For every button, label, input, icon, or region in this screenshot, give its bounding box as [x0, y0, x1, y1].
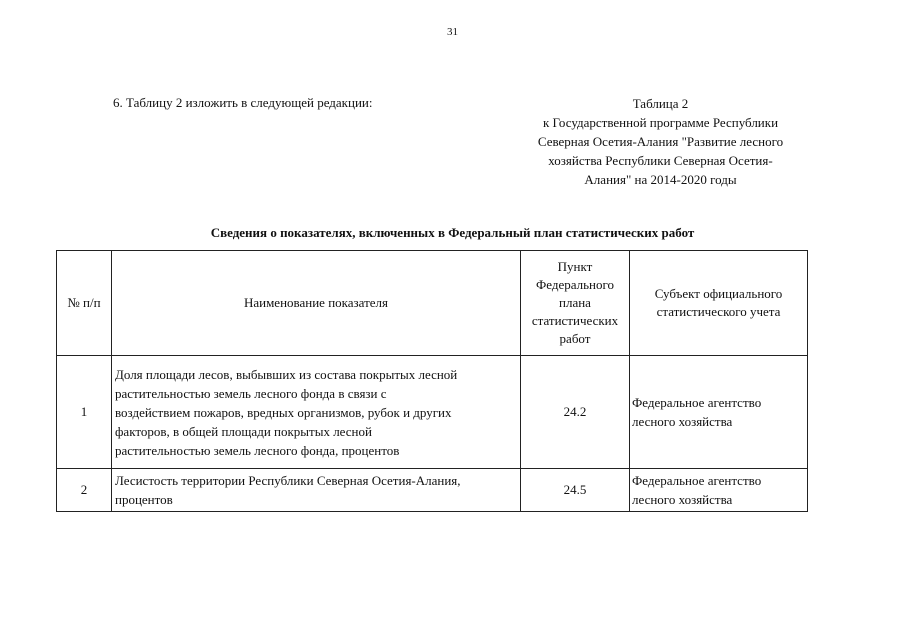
table-row: [57, 469, 808, 512]
header-text-line: работ: [559, 331, 591, 346]
cell-text-line: Лесистость территории Республики Северная Осетия-Алания,: [115, 473, 461, 488]
row-indicator-name: [112, 356, 521, 469]
appendix-line: Алания" на 2014-2020 годы: [584, 172, 737, 187]
cell-text-line: лесного хозяйства: [632, 414, 733, 429]
amendment-instruction: 6. Таблицу 2 изложить в следующей редакции:: [113, 95, 373, 110]
cell-text-line: Доля площади лесов, выбывших из состава покрытых лесной: [115, 366, 458, 382]
page-number: 31: [447, 26, 458, 38]
table-header-row: [57, 251, 808, 356]
cell-text-line: факторов, в общей площади покрытых лесной: [115, 423, 372, 439]
row-num: 2: [57, 469, 112, 512]
row-subject: [630, 469, 808, 512]
row-plan-item: 24.2: [521, 356, 630, 469]
header-text-line: Пункт: [557, 259, 593, 274]
cell-text-line: процентов: [115, 492, 173, 507]
header-text-line: Федерального: [535, 277, 615, 292]
cell-text-line: растительностью земель лесного фонда в связи с: [115, 385, 387, 401]
row-indicator-name: [112, 469, 521, 512]
header-text-line: статистического учета: [656, 304, 781, 319]
row-num: 1: [57, 356, 112, 469]
header-num: № п/п: [57, 251, 112, 356]
appendix-line: Таблица 2: [632, 96, 689, 111]
cell-text-line: Федеральное агентство: [632, 473, 762, 488]
table-title: Сведения о показателях, включенных в Федеральный план статистических работ: [210, 225, 695, 240]
appendix-line: хозяйства Республики Северная Осетия-: [548, 153, 773, 168]
table-row: [57, 356, 808, 469]
cell-text-line: Федеральное агентство: [632, 395, 762, 410]
cell-text-line: растительностью земель лесного фонда, процентов: [115, 442, 400, 458]
header-subject: [630, 251, 808, 356]
row-subject: [630, 356, 808, 469]
table-appendix-note: [508, 94, 813, 189]
cell-text-line: воздействием пожаров, вредных организмов, рубок и других: [115, 404, 452, 420]
header-text-line: статистических: [531, 313, 619, 328]
row-plan-item: 24.5: [521, 469, 630, 512]
header-name: Наименование показателя: [112, 251, 521, 356]
header-text-line: Субъект официального: [654, 286, 783, 301]
header-plan-item: [521, 251, 630, 356]
indicators-table: [56, 250, 808, 512]
cell-text-line: лесного хозяйства: [632, 492, 733, 507]
header-text-line: плана: [559, 295, 591, 310]
appendix-line: к Государственной программе Республики: [542, 115, 779, 130]
appendix-line: Северная Осетия-Алания "Развитие лесного: [537, 134, 784, 149]
